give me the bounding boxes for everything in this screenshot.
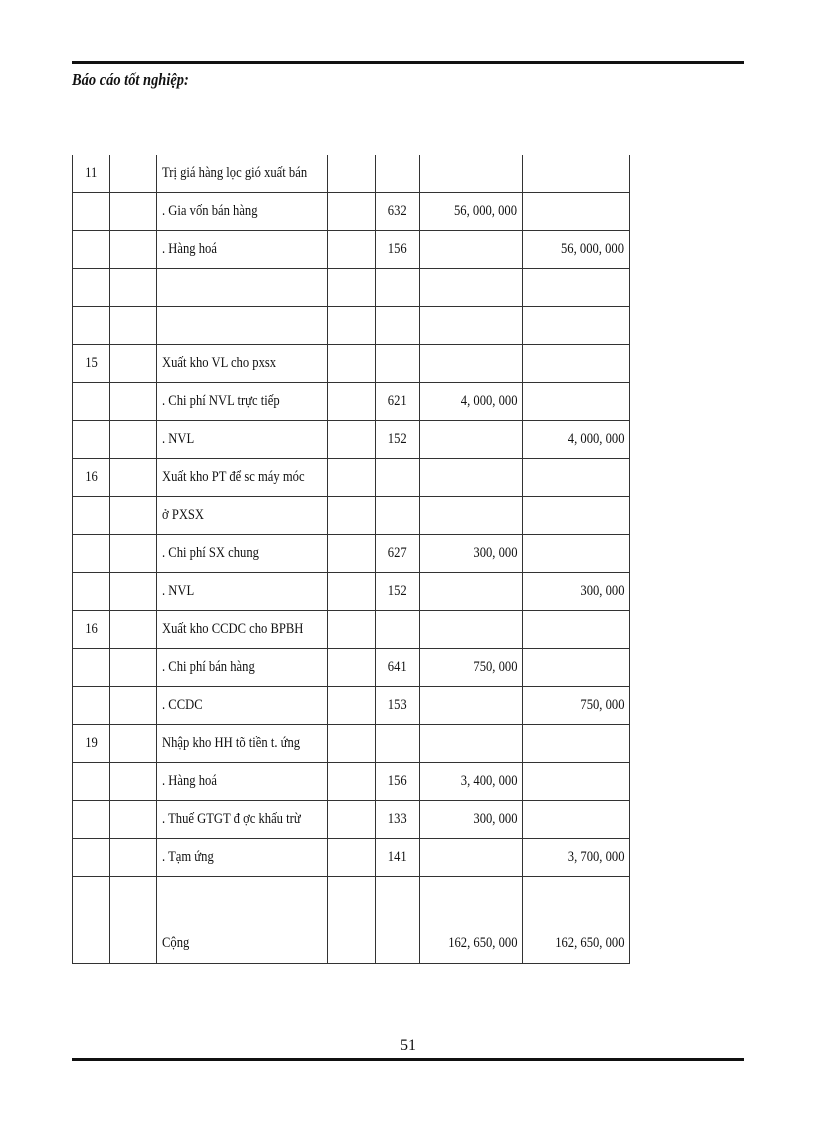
- entry-date: [73, 801, 110, 839]
- account-code: [376, 231, 420, 269]
- total-spacer: [328, 877, 376, 964]
- credit-amount: [523, 231, 630, 269]
- entry-spacer: [328, 269, 376, 307]
- table-row: [73, 611, 630, 649]
- account-code: [376, 459, 420, 497]
- account-code: [376, 801, 420, 839]
- page-number: 51: [400, 1037, 416, 1054]
- credit-amount: [523, 535, 630, 573]
- debit-amount-text: 4, 000, 000: [460, 393, 517, 409]
- entry-ref: [110, 193, 157, 231]
- entry-description-text: Xuất kho PT để sc máy móc: [162, 469, 305, 485]
- credit-amount-text: 56, 000, 000: [561, 241, 624, 257]
- debit-amount: [420, 687, 523, 725]
- account-code-text: 133: [388, 811, 407, 827]
- table-row: [73, 497, 630, 535]
- table-row: [73, 535, 630, 573]
- entry-description-text: . Chi phí bán hàng: [162, 659, 255, 675]
- entry-description: [157, 307, 328, 345]
- account-code-text: 627: [388, 545, 407, 561]
- entry-description: [157, 839, 328, 877]
- entry-description: [157, 497, 328, 535]
- entry-description: [157, 459, 328, 497]
- total-label: [157, 877, 328, 964]
- entry-description: [157, 231, 328, 269]
- credit-amount: [523, 421, 630, 459]
- account-code: [376, 383, 420, 421]
- entry-spacer: [328, 459, 376, 497]
- credit-amount: [523, 155, 630, 193]
- account-code: [376, 155, 420, 193]
- entry-description: [157, 193, 328, 231]
- debit-amount: [420, 763, 523, 801]
- entry-ref: [110, 231, 157, 269]
- account-code: [376, 573, 420, 611]
- entry-ref: [110, 535, 157, 573]
- entry-spacer: [328, 573, 376, 611]
- entry-date: [73, 497, 110, 535]
- table-row: [73, 269, 630, 307]
- debit-amount: [420, 155, 523, 193]
- entry-ref: [110, 839, 157, 877]
- debit-amount-text: 300, 000: [472, 811, 517, 827]
- table-row: [73, 459, 630, 497]
- credit-amount: [523, 839, 630, 877]
- entry-date: [73, 345, 110, 383]
- entry-description: [157, 573, 328, 611]
- total-row: [73, 877, 630, 964]
- entry-date-text: 11: [84, 165, 98, 181]
- total-label-text: Cộng: [162, 935, 190, 951]
- entry-spacer: [328, 839, 376, 877]
- entry-date: [73, 611, 110, 649]
- entry-description: [157, 611, 328, 649]
- account-code: [376, 307, 420, 345]
- entry-date-text: 19: [84, 735, 98, 751]
- entry-spacer: [328, 687, 376, 725]
- table-row: [73, 573, 630, 611]
- debit-amount: [420, 649, 523, 687]
- total-date: [73, 877, 110, 964]
- account-code: [376, 193, 420, 231]
- report-title: Báo cáo tốt nghiệp:: [72, 70, 189, 89]
- table-row: [73, 383, 630, 421]
- credit-amount: [523, 383, 630, 421]
- credit-amount: [523, 725, 630, 763]
- entry-date: [73, 573, 110, 611]
- total-credit: [523, 877, 630, 964]
- account-code: [376, 535, 420, 573]
- entry-ref: [110, 155, 157, 193]
- entry-date: [73, 231, 110, 269]
- entry-spacer: [328, 383, 376, 421]
- entry-spacer: [328, 725, 376, 763]
- entry-description: [157, 269, 328, 307]
- account-code-text: 156: [388, 241, 407, 257]
- credit-amount: [523, 269, 630, 307]
- entry-spacer: [328, 155, 376, 193]
- credit-amount: [523, 459, 630, 497]
- entry-spacer: [328, 535, 376, 573]
- account-code: [376, 497, 420, 535]
- entry-date: [73, 383, 110, 421]
- debit-amount: [420, 725, 523, 763]
- credit-amount: [523, 801, 630, 839]
- entry-description-text: Xuất kho VL cho pxsx: [162, 355, 277, 371]
- account-code: [376, 649, 420, 687]
- table-row: [73, 231, 630, 269]
- credit-amount: [523, 193, 630, 231]
- entry-description: [157, 421, 328, 459]
- entry-date: [73, 687, 110, 725]
- entry-description: [157, 345, 328, 383]
- table-row: [73, 155, 630, 193]
- account-code-text: 141: [388, 849, 407, 865]
- debit-amount-text: 56, 000, 000: [454, 203, 517, 219]
- entry-date: [73, 459, 110, 497]
- credit-amount: [523, 687, 630, 725]
- entry-description-text: Xuất kho CCDC cho BPBH: [162, 621, 304, 637]
- table-row: [73, 345, 630, 383]
- footer-rule: [72, 1058, 744, 1061]
- account-code-text: 621: [388, 393, 407, 409]
- entry-date: [73, 155, 110, 193]
- entry-date-text: 16: [84, 621, 98, 637]
- debit-amount-text: 300, 000: [472, 545, 517, 561]
- credit-amount: [523, 611, 630, 649]
- entry-spacer: [328, 421, 376, 459]
- debit-amount: [420, 383, 523, 421]
- debit-amount: [420, 307, 523, 345]
- entry-description: [157, 535, 328, 573]
- entry-ref: [110, 725, 157, 763]
- entry-ref: [110, 459, 157, 497]
- entry-spacer: [328, 193, 376, 231]
- debit-amount: [420, 345, 523, 383]
- entry-ref: [110, 649, 157, 687]
- entry-description: [157, 383, 328, 421]
- credit-amount: [523, 307, 630, 345]
- total-ref: [110, 877, 157, 964]
- entry-date: [73, 763, 110, 801]
- table-row: [73, 193, 630, 231]
- entry-description-text: . Chi phí NVL trực tiếp: [162, 393, 280, 409]
- table-row: [73, 307, 630, 345]
- debit-amount: [420, 611, 523, 649]
- entry-date: [73, 193, 110, 231]
- debit-amount: [420, 193, 523, 231]
- account-code: [376, 611, 420, 649]
- credit-amount: [523, 763, 630, 801]
- account-code: [376, 839, 420, 877]
- entry-description-text: . CCDC: [162, 697, 203, 713]
- entry-date-text: 15: [84, 355, 98, 371]
- entry-description-text: . Hàng hoá: [162, 241, 217, 257]
- total-credit-text: 162, 650, 000: [554, 935, 624, 951]
- credit-amount: [523, 497, 630, 535]
- entry-date: [73, 269, 110, 307]
- account-code: [376, 269, 420, 307]
- entry-ref: [110, 307, 157, 345]
- account-code-text: 152: [388, 583, 407, 599]
- entry-description-text: Trị giá hàng lọc gió xuất bán: [162, 165, 308, 181]
- total-account: [376, 877, 420, 964]
- entry-description: [157, 801, 328, 839]
- entry-ref: [110, 763, 157, 801]
- entry-description-text: . Thuế GTGT đ ợc khấu trừ: [162, 811, 301, 827]
- entry-date: [73, 725, 110, 763]
- entry-description: [157, 763, 328, 801]
- debit-amount: [420, 497, 523, 535]
- debit-amount: [420, 269, 523, 307]
- entry-spacer: [328, 763, 376, 801]
- entry-ref: [110, 421, 157, 459]
- credit-amount-text: 3, 700, 000: [567, 849, 624, 865]
- total-debit-text: 162, 650, 000: [447, 935, 517, 951]
- table-row: [73, 687, 630, 725]
- credit-amount-text: 750, 000: [579, 697, 624, 713]
- entry-date: [73, 839, 110, 877]
- table-row: [73, 725, 630, 763]
- account-code-text: 156: [388, 773, 407, 789]
- credit-amount-text: 300, 000: [579, 583, 624, 599]
- entry-ref: [110, 345, 157, 383]
- account-code: [376, 345, 420, 383]
- credit-amount: [523, 345, 630, 383]
- entry-spacer: [328, 307, 376, 345]
- table-row: [73, 839, 630, 877]
- account-code: [376, 763, 420, 801]
- debit-amount: [420, 231, 523, 269]
- entry-description-text: . Chi phí SX chung: [162, 545, 259, 561]
- credit-amount: [523, 573, 630, 611]
- credit-amount-text: 4, 000, 000: [567, 431, 624, 447]
- table-row: [73, 421, 630, 459]
- debit-amount: [420, 801, 523, 839]
- account-code: [376, 725, 420, 763]
- entry-date-text: 16: [84, 469, 98, 485]
- debit-amount-text: 3, 400, 000: [460, 773, 517, 789]
- entry-ref: [110, 611, 157, 649]
- journal-table: [72, 155, 630, 964]
- debit-amount: [420, 421, 523, 459]
- entry-ref: [110, 497, 157, 535]
- entry-date: [73, 649, 110, 687]
- header-rule: [72, 61, 744, 64]
- account-code: [376, 687, 420, 725]
- entry-ref: [110, 383, 157, 421]
- entry-spacer: [328, 649, 376, 687]
- entry-description-text: . NVL: [162, 583, 195, 599]
- credit-amount: [523, 649, 630, 687]
- entry-ref: [110, 687, 157, 725]
- account-code: [376, 421, 420, 459]
- entry-spacer: [328, 611, 376, 649]
- table-row: [73, 763, 630, 801]
- account-code-text: 152: [388, 431, 407, 447]
- entry-description-text: Nhập kho HH tõ tiền t. ứng: [162, 735, 301, 751]
- entry-spacer: [328, 497, 376, 535]
- entry-date: [73, 535, 110, 573]
- entry-spacer: [328, 345, 376, 383]
- entry-description-text: . Tạm ứng: [162, 849, 214, 865]
- entry-spacer: [328, 231, 376, 269]
- entry-ref: [110, 269, 157, 307]
- debit-amount: [420, 573, 523, 611]
- entry-description-text: ở PXSX: [162, 507, 205, 523]
- table-row: [73, 801, 630, 839]
- entry-description: [157, 649, 328, 687]
- entry-description: [157, 155, 328, 193]
- entry-description-text: . Hàng hoá: [162, 773, 217, 789]
- account-code-text: 641: [388, 659, 407, 675]
- account-code-text: 632: [388, 203, 407, 219]
- total-debit: [420, 877, 523, 964]
- debit-amount: [420, 459, 523, 497]
- debit-amount: [420, 535, 523, 573]
- entry-description: [157, 725, 328, 763]
- debit-amount-text: 750, 000: [472, 659, 517, 675]
- account-code-text: 153: [388, 697, 407, 713]
- entry-date: [73, 421, 110, 459]
- entry-description-text: . Gia vốn bán hàng: [162, 203, 258, 219]
- entry-date: [73, 307, 110, 345]
- debit-amount: [420, 839, 523, 877]
- entry-spacer: [328, 801, 376, 839]
- entry-ref: [110, 801, 157, 839]
- table-row: [73, 649, 630, 687]
- entry-description-text: . NVL: [162, 431, 195, 447]
- entry-description: [157, 687, 328, 725]
- entry-ref: [110, 573, 157, 611]
